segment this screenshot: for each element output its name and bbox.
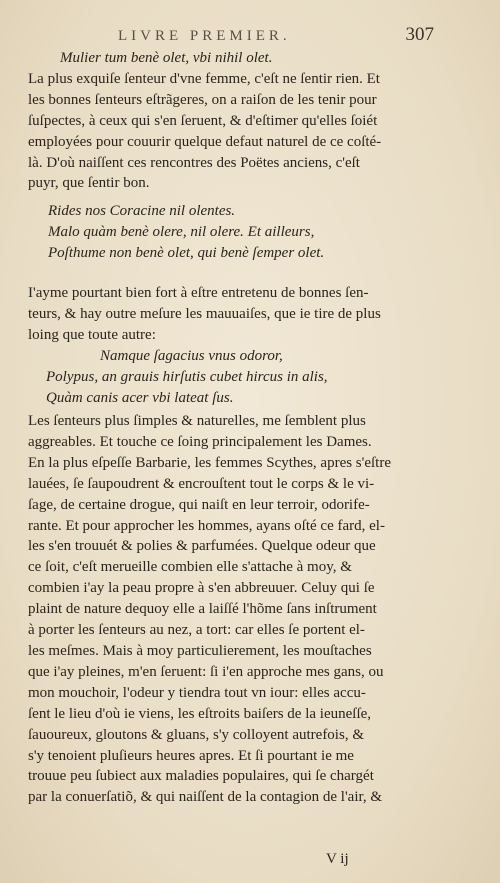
text-line: puyr, que ſentir bon.: [28, 175, 150, 192]
paragraph-3: [28, 411, 438, 808]
text-line: ce ſoit, c'eſt merueille combien elle s'attache à moy, &: [28, 559, 352, 576]
text-line: ſuſpectes, à ceux qui s'en ſeruent, & d'eſtimer qu'elles ſoiét: [28, 112, 378, 129]
text-line: là. D'où naiſſent ces rencontres des Poëtes anciens, c'eſt: [28, 154, 360, 171]
verse-quote-2: [28, 346, 438, 409]
verse-line: Namque ſagacius vnus odoror,: [100, 348, 283, 364]
paragraph-1: [28, 48, 438, 194]
verse-line: Poſthume non benè olet, qui benè ſemper olet.: [48, 244, 325, 261]
text-line: Les ſenteurs plus ſimples & naturelles, me ſemblent plus: [28, 413, 366, 429]
text-line: loing que toute autre:: [28, 326, 156, 343]
text-line: combien i'ay la peau propre à s'en abbreuuer. Celuy qui ſe: [28, 580, 375, 597]
verse-quote-1: [28, 201, 438, 264]
running-title: LIVRE PREMIER.: [118, 28, 291, 44]
text-line: ſent le lieu d'où ie viens, les eſtroits baiſers de la ieuneſſe,: [28, 705, 372, 722]
text-line: En la plus eſpeſſe Barbarie, les femmes Scythes, apres s'eſtre: [28, 454, 391, 471]
text-line: aggreables. Et touche ce ſoing principalement les Dames.: [28, 433, 372, 450]
signature-mark: V ij: [326, 851, 349, 867]
text-line: Mulier tum benè olet, vbi nihil olet.: [60, 50, 273, 66]
text-line: les bonnes ſenteurs eſtrãgeres, on a raiſon de les tenir pour: [28, 91, 377, 108]
text-line: employées pour couurir quelque defaut naturel de ce coſté-: [28, 133, 382, 150]
text-line: La plus exquiſe ſenteur d'vne femme, c'eſt ne ſentir rien. Et: [28, 70, 380, 87]
paragraph-2: [28, 283, 438, 346]
text-line: à porter les ſenteurs au nez, a tort: car elles ſe portent el-: [28, 622, 365, 639]
text-line: trouue peu ſubiect aux maladies populaires, qui ſe chargét: [28, 768, 374, 785]
text-line: rante. Et pour approcher les hommes, ayans oſté ce fard, el-: [28, 517, 385, 534]
text-line: I'ayme pourtant bien fort à eſtre entretenu de bonnes ſen-: [28, 285, 369, 301]
verse-line: Rides nos Coracine nil olentes.: [48, 203, 236, 219]
text-line: les meſmes. Mais à moy particulierement, les mouſtaches: [28, 642, 372, 659]
verse-line: Quàm canis acer vbi lateat ſus.: [46, 389, 234, 406]
text-line: lauées, ſe ſaupoudrent & encrouſtent tout le corps & le vi-: [28, 475, 375, 492]
text-line: ſage, de certaine drogue, qui naiſt en leur terroir, odorife-: [28, 496, 370, 513]
verse-line: Malo quàm benè olere, nil olere. Et ailleurs,: [48, 223, 315, 240]
page-number: 307: [405, 24, 434, 45]
text-line: mon mouchoir, l'odeur y tiendra tout vn iour: elles accu-: [28, 684, 366, 701]
text-line: teurs, & hay outre meſure les mauuaiſes, que ie tire de plus: [28, 305, 381, 322]
verse-line: Polypus, an grauis hirſutis cubet hircus in alis,: [46, 368, 328, 385]
text-line: les s'en trouuét & polies & parfumées. Quelque odeur que: [28, 538, 376, 555]
text-line: ſauoureux, gloutons & gluans, s'y colloyent autrefois, &: [28, 726, 364, 743]
text-line: s'y tenoient pluſieurs heures apres. Et ſi pourtant ie me: [28, 747, 354, 764]
text-line: plaint de nature dequoy elle a laiſſé l'hõme ſans inſtrument: [28, 601, 377, 618]
text-line: par la conuerſatiõ, & qui naiſſent de la contagion de l'air, &: [28, 789, 383, 806]
text-line: que i'ay pleines, m'en ſeruent: ſi i'en approche mes gans, ou: [28, 663, 384, 680]
